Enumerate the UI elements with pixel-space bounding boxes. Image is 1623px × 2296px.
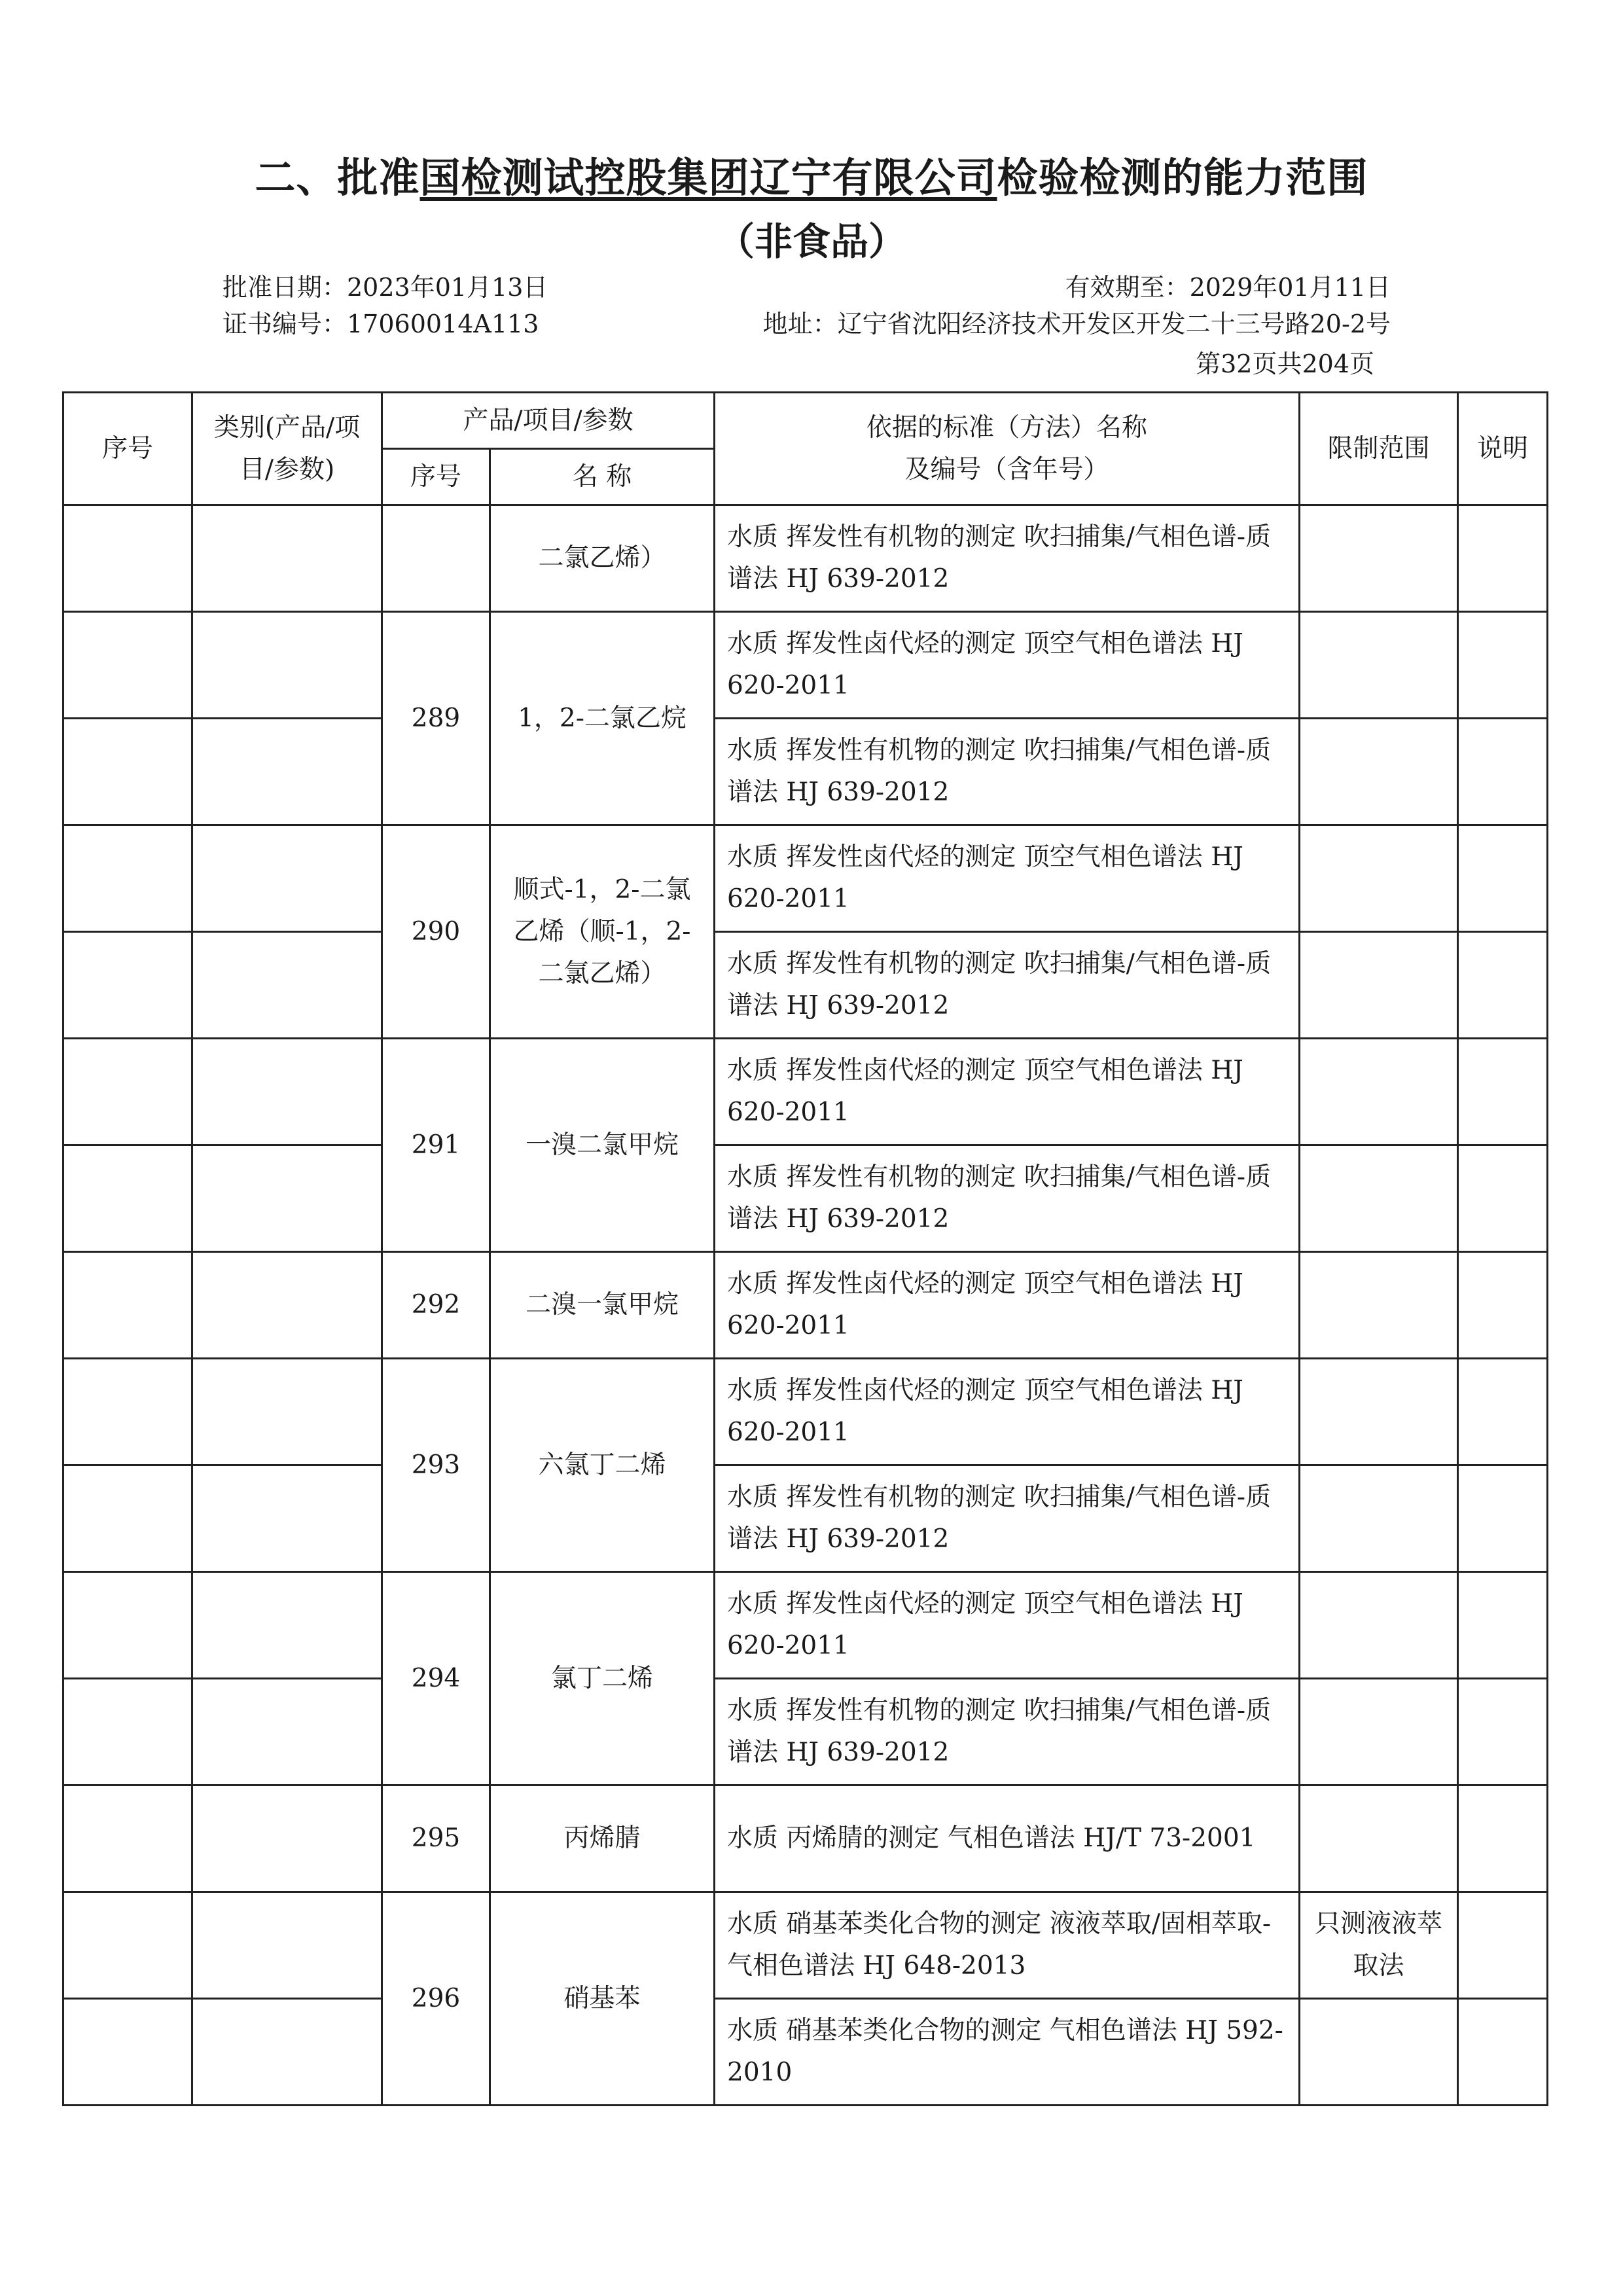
- table-row: [63, 1999, 1548, 2106]
- standard-cell: 水质 挥发性卤代烃的测定 顶空气相色谱法 HJ 620-2011: [715, 612, 1300, 719]
- note-cell: [1458, 1679, 1548, 1785]
- header-name: 名 称: [490, 449, 715, 505]
- standard-cell: 水质 挥发性有机物的测定 吹扫捕集/气相色谱-质谱法 HJ 639-2012: [715, 932, 1300, 1039]
- table-row: [63, 932, 1548, 1039]
- seq-cell: [63, 1252, 192, 1359]
- header-sub-seq: 序号: [382, 449, 490, 505]
- standard-cell: 水质 挥发性有机物的测定 吹扫捕集/气相色谱-质谱法 HJ 639-2012: [715, 1679, 1300, 1785]
- category-cell: [192, 1359, 382, 1465]
- note-cell: [1458, 505, 1548, 612]
- table-row: [63, 612, 1548, 719]
- item-seq-cell: 290: [382, 825, 490, 1039]
- seq-cell: [63, 1572, 192, 1679]
- table-row: [63, 1145, 1548, 1252]
- item-seq-cell: 291: [382, 1039, 490, 1252]
- category-cell: [192, 505, 382, 612]
- seq-cell: [63, 505, 192, 612]
- address: 地址：辽宁省沈阳经济技术开发区开发二十三号路20-2号: [762, 310, 1391, 338]
- page-subtitle: （非食品）: [716, 219, 906, 264]
- header-standard: 依据的标准（方法）名称 及编号（含年号）: [715, 393, 1300, 505]
- item-name-cell: 二氯乙烯）: [490, 505, 715, 612]
- table-row: [63, 1785, 1548, 1892]
- note-cell: [1458, 719, 1548, 825]
- title-suffix: 检验检测的能力范围: [997, 154, 1368, 202]
- seq-cell: [63, 719, 192, 825]
- limit-cell: [1300, 1359, 1458, 1465]
- standard-cell: 水质 硝基苯类化合物的测定 液液萃取/固相萃取-气相色谱法 HJ 648-2013: [715, 1892, 1300, 1999]
- item-name-cell: 二溴一氯甲烷: [490, 1252, 715, 1359]
- item-name-cell: 1，2-二氯乙烷: [490, 612, 715, 825]
- standard-cell: 水质 丙烯腈的测定 气相色谱法 HJ/T 73-2001: [715, 1785, 1300, 1892]
- standard-cell: 水质 挥发性卤代烃的测定 顶空气相色谱法 HJ 620-2011: [715, 1252, 1300, 1359]
- standard-cell: 水质 挥发性有机物的测定 吹扫捕集/气相色谱-质谱法 HJ 639-2012: [715, 505, 1300, 612]
- limit-cell: [1300, 1999, 1458, 2106]
- category-cell: [192, 1039, 382, 1145]
- page-number: 第32页共204页: [1196, 350, 1374, 378]
- standard-cell: 水质 挥发性有机物的测定 吹扫捕集/气相色谱-质谱法 HJ 639-2012: [715, 719, 1300, 825]
- standard-cell: 水质 硝基苯类化合物的测定 气相色谱法 HJ 592-2010: [715, 1999, 1300, 2106]
- item-name-cell: 顺式-1，2-二氯乙烯（顺-1，2-二氯乙烯）: [490, 825, 715, 1039]
- seq-cell: [63, 825, 192, 932]
- table-row: [63, 825, 1548, 932]
- limit-cell: [1300, 1252, 1458, 1359]
- category-cell: [192, 719, 382, 825]
- header-seq: 序号: [63, 393, 192, 505]
- item-name-cell: 一溴二氯甲烷: [490, 1039, 715, 1252]
- category-cell: [192, 1679, 382, 1785]
- header-product: 产品/项目/参数: [382, 393, 715, 449]
- organization-name: 国检测试控股集团辽宁有限公司: [419, 154, 997, 202]
- standard-cell: 水质 挥发性有机物的测定 吹扫捕集/气相色谱-质谱法 HJ 639-2012: [715, 1465, 1300, 1572]
- limit-cell: [1300, 1572, 1458, 1679]
- note-cell: [1458, 1892, 1548, 1999]
- seq-cell: [63, 1465, 192, 1572]
- table-row: [63, 719, 1548, 825]
- header-limit: 限制范围: [1300, 393, 1458, 505]
- seq-cell: [63, 932, 192, 1039]
- seq-cell: [63, 1359, 192, 1465]
- table-row: [63, 1039, 1548, 1145]
- category-cell: [192, 1999, 382, 2106]
- note-cell: [1458, 612, 1548, 719]
- item-name-cell: 氯丁二烯: [490, 1572, 715, 1785]
- limit-cell: 只测液液萃取法: [1300, 1892, 1458, 1999]
- page-title: [0, 145, 1623, 204]
- note-cell: [1458, 1039, 1548, 1145]
- standard-cell: 水质 挥发性有机物的测定 吹扫捕集/气相色谱-质谱法 HJ 639-2012: [715, 1145, 1300, 1252]
- header-category: 类别(产品/项目/参数): [192, 393, 382, 505]
- table-row: [63, 1359, 1548, 1465]
- limit-cell: [1300, 1465, 1458, 1572]
- item-seq-cell: 293: [382, 1359, 490, 1572]
- seq-cell: [63, 1145, 192, 1252]
- limit-cell: [1300, 1039, 1458, 1145]
- seq-cell: [63, 1892, 192, 1999]
- header-note: 说明: [1458, 393, 1548, 505]
- item-seq-cell: 295: [382, 1785, 490, 1892]
- seq-cell: [63, 1785, 192, 1892]
- standard-cell: 水质 挥发性卤代烃的测定 顶空气相色谱法 HJ 620-2011: [715, 1359, 1300, 1465]
- table-row: [63, 1679, 1548, 1785]
- category-cell: [192, 1145, 382, 1252]
- note-cell: [1458, 1465, 1548, 1572]
- limit-cell: [1300, 612, 1458, 719]
- item-seq-cell: 292: [382, 1252, 490, 1359]
- table-row: [63, 505, 1548, 612]
- standard-cell: 水质 挥发性卤代烃的测定 顶空气相色谱法 HJ 620-2011: [715, 1572, 1300, 1679]
- approval-date: 批准日期：2023年01月13日: [223, 273, 548, 302]
- item-seq-cell: 289: [382, 612, 490, 825]
- table-row: [63, 1465, 1548, 1572]
- limit-cell: [1300, 719, 1458, 825]
- note-cell: [1458, 1252, 1548, 1359]
- table-row: [63, 1572, 1548, 1679]
- title-prefix: 二、批准: [255, 154, 420, 202]
- seq-cell: [63, 1999, 192, 2106]
- item-seq-cell: [382, 505, 490, 612]
- limit-cell: [1300, 825, 1458, 932]
- table-row: [63, 1892, 1548, 1999]
- note-cell: [1458, 1359, 1548, 1465]
- note-cell: [1458, 825, 1548, 932]
- item-seq-cell: 294: [382, 1572, 490, 1785]
- category-cell: [192, 932, 382, 1039]
- category-cell: [192, 1465, 382, 1572]
- certificate-number: 证书编号：17060014A113: [223, 310, 539, 338]
- header-row: [63, 393, 1548, 449]
- note-cell: [1458, 932, 1548, 1039]
- valid-until: 有效期至：2029年01月11日: [1065, 273, 1391, 302]
- category-cell: [192, 612, 382, 719]
- item-name-cell: 丙烯腈: [490, 1785, 715, 1892]
- category-cell: [192, 1252, 382, 1359]
- note-cell: [1458, 1999, 1548, 2106]
- limit-cell: [1300, 1145, 1458, 1252]
- seq-cell: [63, 612, 192, 719]
- item-seq-cell: 296: [382, 1892, 490, 2106]
- item-name-cell: 六氯丁二烯: [490, 1359, 715, 1572]
- note-cell: [1458, 1572, 1548, 1679]
- category-cell: [192, 825, 382, 932]
- limit-cell: [1300, 505, 1458, 612]
- standard-cell: 水质 挥发性卤代烃的测定 顶空气相色谱法 HJ 620-2011: [715, 1039, 1300, 1145]
- standard-cell: 水质 挥发性卤代烃的测定 顶空气相色谱法 HJ 620-2011: [715, 825, 1300, 932]
- category-cell: [192, 1572, 382, 1679]
- limit-cell: [1300, 932, 1458, 1039]
- item-name-cell: 硝基苯: [490, 1892, 715, 2106]
- category-cell: [192, 1892, 382, 1999]
- table-row: [63, 1252, 1548, 1359]
- note-cell: [1458, 1785, 1548, 1892]
- capability-table: [62, 391, 1548, 2106]
- category-cell: [192, 1785, 382, 1892]
- limit-cell: [1300, 1785, 1458, 1892]
- seq-cell: [63, 1679, 192, 1785]
- limit-cell: [1300, 1679, 1458, 1785]
- note-cell: [1458, 1145, 1548, 1252]
- seq-cell: [63, 1039, 192, 1145]
